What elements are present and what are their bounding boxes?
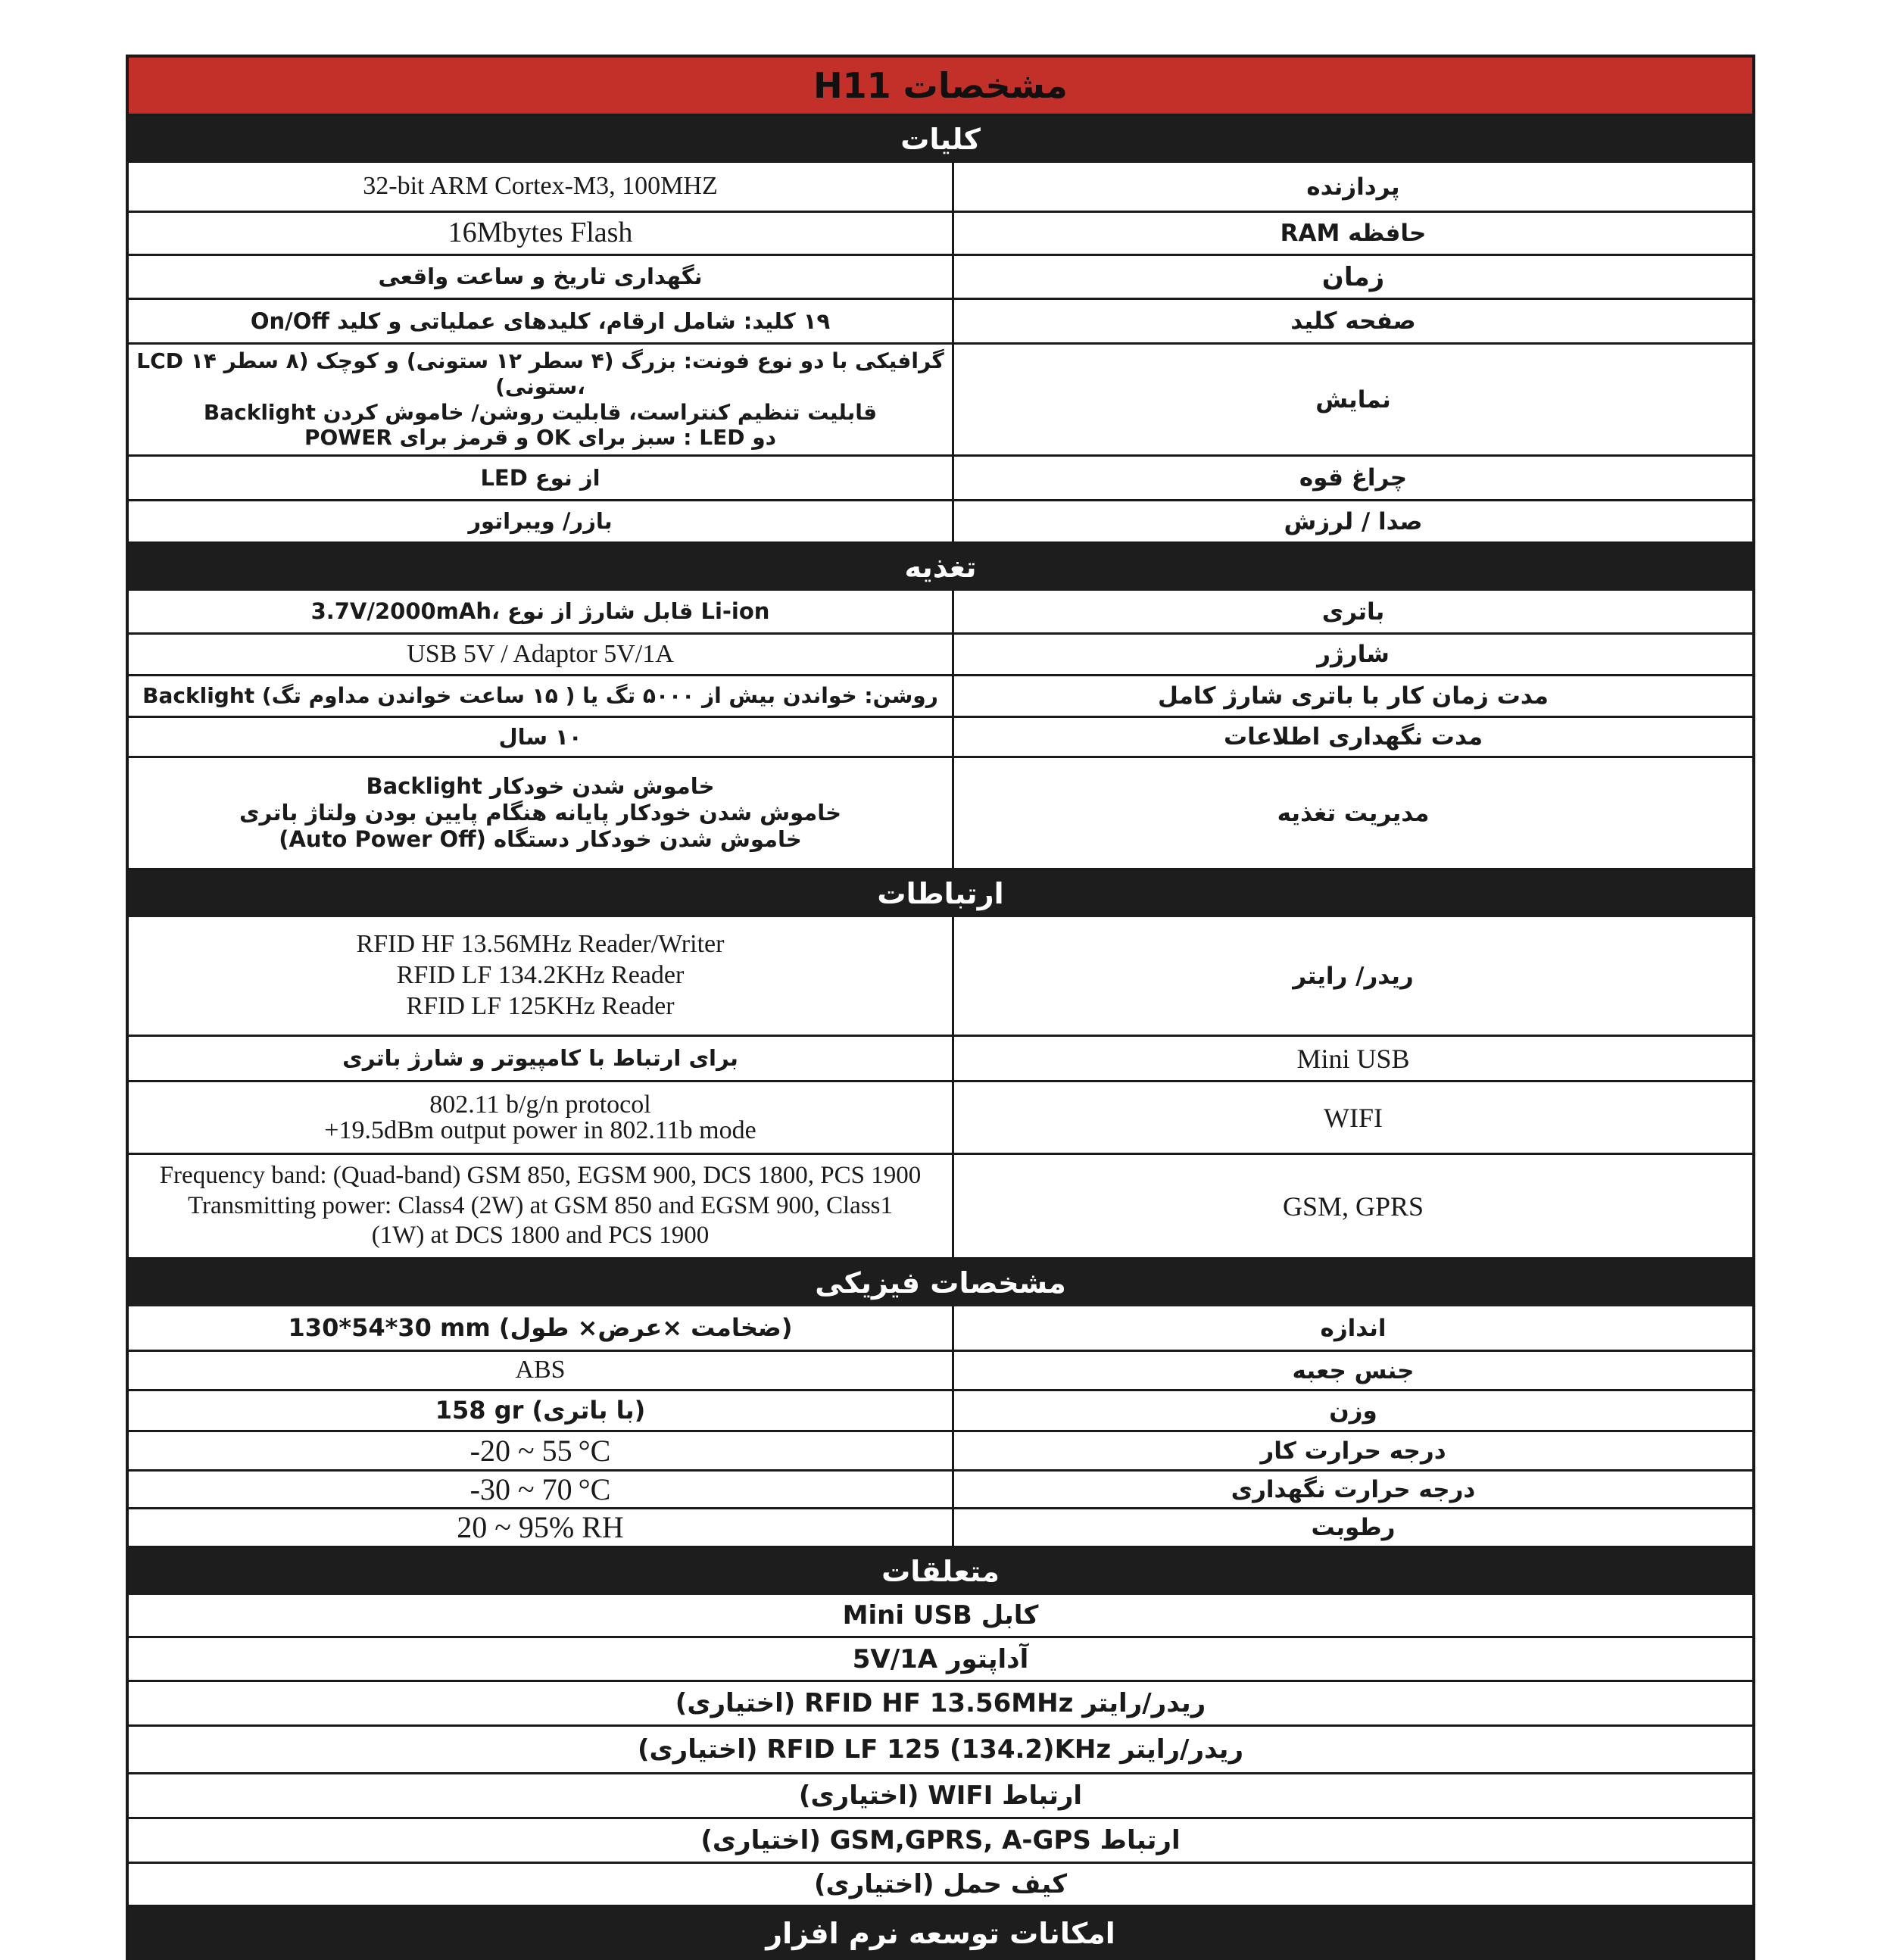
time-value: نگهداری تاریخ و ساعت واقعی — [378, 264, 703, 290]
gsm-line-3: (1W) at DCS 1800 and PCS 1900 — [371, 1222, 710, 1250]
display-value-cell — [129, 345, 954, 454]
mgmt-line-1: خاموش شدن خودکار Backlight — [366, 773, 715, 800]
section-accessories: متعلقات — [129, 1548, 1752, 1595]
memory-value-cell — [129, 213, 954, 254]
weight-value-cell — [129, 1391, 954, 1430]
accessory-item: ارتباط WIFI (اختیاری) — [129, 1774, 1752, 1819]
charger-label: شارژر — [1317, 641, 1390, 668]
keypad-value-cell — [129, 300, 954, 342]
row-humidity — [129, 1509, 1752, 1548]
runtime-value-cell — [129, 676, 954, 716]
display-label: نمایش — [1315, 385, 1391, 414]
gsm-value-cell — [129, 1155, 954, 1257]
gsm-line-1: Frequency band: (Quad-band) GSM 850, EGSM 900, DCS 1800, PCS 1900 — [159, 1162, 922, 1190]
humidity-label: رطوبت — [1311, 1514, 1396, 1541]
sound-value: بازر/ ویبراتور — [468, 508, 613, 535]
sound-label: صدا / لرزش — [1284, 507, 1423, 535]
row-sound — [129, 501, 1752, 544]
battery-value-cell — [129, 591, 954, 632]
sound-value-cell — [129, 501, 954, 541]
row-power-mgmt — [129, 758, 1752, 870]
weight-value: 158 gr (با باتری) — [435, 1396, 646, 1425]
humidity-value-cell — [129, 1509, 954, 1546]
reader-value-cell — [129, 917, 954, 1035]
storetemp-value-cell — [129, 1472, 954, 1507]
row-mini-usb — [129, 1037, 1752, 1082]
charger-value: USB 5V / Adaptor 5V/1A — [407, 639, 674, 668]
row-size — [129, 1306, 1752, 1352]
mgmt-value-cell — [129, 758, 954, 868]
row-flashlight — [129, 457, 1752, 501]
accessory-item: ریدر/رایتر RFID LF 125 (134.2)KHz (اختیاری) — [129, 1727, 1752, 1774]
row-cpu — [129, 163, 1752, 213]
row-battery — [129, 591, 1752, 635]
page-title: مشخصات H11 — [129, 58, 1752, 116]
weight-label: وزن — [1329, 1397, 1377, 1425]
memory-label: حافظه RAM — [1280, 220, 1427, 247]
cpu-label: پردازنده — [1306, 173, 1400, 201]
section-power: تغذیه — [129, 544, 1752, 591]
section-software: امکانات توسعه نرم افزار — [129, 1907, 1752, 1960]
display-line-3: دو LED : سبز برای OK و قرمز برای POWER — [304, 425, 776, 451]
section-comm: ارتباطات — [129, 870, 1752, 917]
size-label: اندازه — [1320, 1314, 1387, 1342]
time-label: زمان — [1321, 261, 1385, 292]
usb-value: برای ارتباط با کامپیوتر و شارژ باتری — [342, 1045, 738, 1072]
retention-label: مدت نگهداری اطلاعات — [1223, 723, 1483, 751]
accessory-item: آداپتور 5V/1A — [129, 1638, 1752, 1682]
row-storage-temp — [129, 1472, 1752, 1509]
storetemp-unit: °C — [578, 1472, 611, 1506]
material-value-cell — [129, 1352, 954, 1389]
material-value: ABS — [515, 1356, 566, 1384]
memory-value: 16Mbytes Flash — [448, 217, 633, 249]
mgmt-label: مدیریت تغذیه — [1277, 799, 1430, 827]
storetemp-label: درجه حرارت نگهداری — [1231, 1475, 1476, 1503]
keypad-value: ۱۹ کلید: شامل ارقام، کلیدهای عملیاتی و کلید On/Off — [250, 307, 831, 334]
row-gsm — [129, 1155, 1752, 1259]
optemp-value: -20 ~ 55 — [469, 1433, 572, 1468]
accessory-item: کابل Mini USB — [129, 1595, 1752, 1638]
wifi-value-cell — [129, 1082, 954, 1153]
storetemp-value: -30 ~ 70 — [469, 1472, 572, 1506]
row-charger — [129, 635, 1752, 676]
row-reader — [129, 917, 1752, 1037]
flashlight-value: از نوع LED — [480, 464, 600, 491]
runtime-label: مدت زمان کار با باتری شارژ کامل — [1158, 682, 1549, 710]
keypad-label: صفحه کلید — [1290, 307, 1416, 335]
row-runtime — [129, 676, 1752, 718]
cpu-value-cell — [129, 163, 954, 211]
spec-table — [126, 55, 1755, 1960]
optemp-unit: °C — [578, 1433, 611, 1468]
cpu-value: 32-bit ARM Cortex-M3, 100MHZ — [363, 172, 718, 201]
wifi-line-2: +19.5dBm output power in 802.11b mode — [324, 1116, 756, 1144]
material-label: جنس جعبه — [1292, 1356, 1415, 1384]
display-line-1: LCD گرافیکی با دو نوع فونت: بزرگ (۴ سطر ۱۲ ستونی) و کوچک (۸ سطر ۱۴ ستونی)، — [136, 348, 944, 399]
battery-value: 3.7V/2000mAh، قابل شارژ از نوع Li-ion — [310, 598, 770, 625]
retention-value-cell — [129, 718, 954, 756]
accessory-item: ریدر/رایتر RFID HF 13.56MHz (اختیاری) — [129, 1682, 1752, 1727]
row-weight — [129, 1391, 1752, 1432]
size-value: 130*54*30 mm (ضخامت ×عرض× طول) — [288, 1313, 793, 1343]
flashlight-label: چراغ قوه — [1299, 464, 1408, 492]
usb-value-cell — [129, 1037, 954, 1080]
row-keypad — [129, 300, 1752, 345]
row-time — [129, 256, 1752, 300]
accessory-item: ارتباط GSM,GPRS, A-GPS (اختیاری) — [129, 1819, 1752, 1864]
optemp-label: درجه حرارت کار — [1260, 1437, 1446, 1465]
reader-label: ریدر/ رایتر — [1293, 962, 1414, 990]
display-line-2: قابلیت تنظیم کنتراست، قابلیت روشن/ خاموش کردن Backlight — [203, 399, 878, 425]
accessory-item: کیف حمل (اختیاری) — [129, 1864, 1752, 1907]
charger-value-cell — [129, 635, 954, 674]
size-value-cell — [129, 1306, 954, 1350]
wifi-line-1: 802.11 b/g/n protocol — [429, 1090, 651, 1119]
reader-line-2: RFID LF 134.2KHz Reader — [396, 961, 685, 990]
row-operating-temp — [129, 1432, 1752, 1472]
row-display — [129, 345, 1752, 457]
row-material — [129, 1352, 1752, 1391]
time-value-cell — [129, 256, 954, 298]
mgmt-line-2: خاموش شدن خودکار پایانه هنگام پایین بودن ولتاژ باتری — [239, 800, 842, 826]
section-general: کلیات — [129, 116, 1752, 163]
flashlight-value-cell — [129, 457, 954, 499]
section-physical: مشخصات فیزیکی — [129, 1259, 1752, 1306]
retention-value: ۱۰ سال — [498, 723, 582, 750]
runtime-value: Backlight روشن: خواندن بیش از ۵۰۰۰ تگ یا ( ۱۵ ساعت خواندن مداوم تگ) — [142, 683, 938, 709]
row-wifi — [129, 1082, 1752, 1155]
battery-label: باتری — [1321, 598, 1385, 626]
row-retention — [129, 718, 1752, 758]
mgmt-line-3: خاموش شدن خودکار دستگاه (Auto Power Off) — [279, 826, 802, 852]
row-memory — [129, 213, 1752, 256]
humidity-value: 20 ~ 95% RH — [457, 1510, 624, 1544]
optemp-value-cell — [129, 1432, 954, 1469]
wifi-label: WIFI — [1324, 1102, 1383, 1133]
reader-line-3: RFID LF 125KHz Reader — [406, 991, 675, 1020]
usb-label: Mini USB — [1296, 1043, 1410, 1074]
gsm-label: GSM, GPRS — [1282, 1191, 1424, 1222]
gsm-line-2: Transmitting power: Class4 (2W) at GSM 850 and EGSM 900, Class1 — [187, 1191, 894, 1219]
reader-line-1: RFID HF 13.56MHz Reader/Writer — [356, 930, 725, 959]
